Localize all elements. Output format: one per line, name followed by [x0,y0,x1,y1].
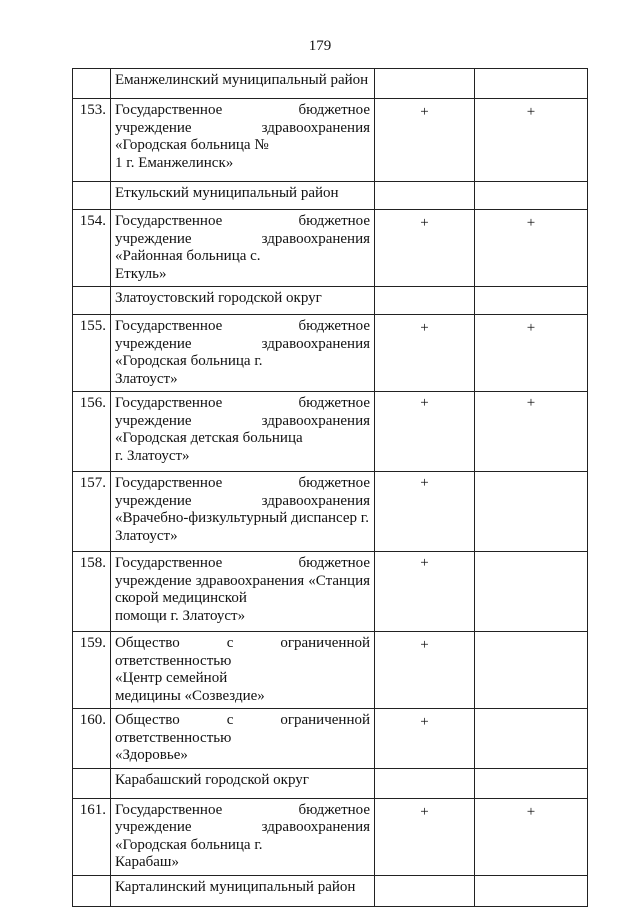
column-a-mark [375,768,475,798]
column-b-mark: + [475,210,588,287]
organization-name [111,472,375,552]
entry-number: 160. [73,709,111,769]
entry-number: 157. [73,472,111,552]
name-line: Государственное бюджетное учреждение здравоохранения «Городская детская больница [115,395,370,446]
column-a-mark: + [375,392,475,472]
name-line: медицины «Созвездие» [115,687,265,704]
organization-name [111,798,375,875]
region-row [73,768,588,798]
name-line: Государственное бюджетное учреждение здравоохранения «Городская больница г. [115,318,370,369]
column-a-mark: + [375,709,475,769]
name-line: Еткуль» [115,265,167,282]
table-row [73,315,588,392]
entry-number: 161. [73,798,111,875]
region-row [73,875,588,906]
table-row [73,99,588,182]
organization-name [111,632,375,709]
entry-number: 159. [73,632,111,709]
column-a-mark: + [375,472,475,552]
entry-number [73,875,111,906]
region-name: Еткульский муниципальный район [111,182,375,210]
name-line: «Центр семейной [115,670,228,686]
name-line: помощи г. Златоуст» [115,607,246,624]
column-b-mark: + [475,99,588,182]
table-row [73,552,588,632]
column-a-mark: + [375,632,475,709]
name-line: Государственное бюджетное учреждение здравоохранения «Городская больница г. [115,801,370,853]
name-line: «Здоровье» [115,747,188,763]
entry-number [73,768,111,798]
entry-number: 156. [73,392,111,472]
page-number: 179 [308,38,332,54]
entry-number [73,287,111,315]
column-b-mark [475,472,588,552]
name-line: Государственное бюджетное учреждение здравоохранения «Станция скорой медицинской [115,555,370,606]
table-row [73,472,588,552]
entry-number [73,69,111,99]
name-line: г. Златоуст» [115,447,190,464]
column-b-mark: + [475,392,588,472]
name-line: Общество с ограниченной ответственностью [115,635,370,669]
column-b-mark [475,875,588,906]
region-row [73,287,588,315]
name-line: Златоуст» [115,527,178,544]
table-row [73,392,588,472]
name-line: Общество с ограниченной ответственностью [115,712,370,746]
organization-name [111,99,375,182]
column-b-mark [475,709,588,769]
region-name: Карабашский городской округ [111,768,375,798]
column-a-mark: + [375,552,475,632]
table-row [73,709,588,769]
column-b-mark: + [475,798,588,875]
region-name: Карталинский муниципальный район [111,875,375,906]
organization-name [111,210,375,287]
column-b-mark [475,69,588,99]
table-row [73,210,588,287]
column-a-mark: + [375,798,475,875]
region-name: Еманжелинский муниципальный район [111,69,375,99]
column-b-mark: + [475,315,588,392]
entry-number: 155. [73,315,111,392]
column-b-mark [475,287,588,315]
organization-name [111,315,375,392]
column-a-mark [375,182,475,210]
table-row [73,798,588,875]
name-line: Государственное бюджетное учреждение здравоохранения «Районная больница с. [115,213,370,264]
entry-number: 154. [73,210,111,287]
column-b-mark [475,552,588,632]
organization-name [111,392,375,472]
name-line: Златоуст» [115,370,178,387]
column-a-mark [375,287,475,315]
entry-number: 153. [73,99,111,182]
column-a-mark: + [375,210,475,287]
region-row [73,69,588,99]
name-line: 1 г. Еманжелинск» [115,154,234,171]
region-name: Златоустовский городской округ [111,287,375,315]
column-a-mark [375,875,475,906]
column-b-mark [475,768,588,798]
entry-number: 158. [73,552,111,632]
name-line: Карабаш» [115,854,179,870]
organization-name [111,552,375,632]
organization-name [111,709,375,769]
column-b-mark [475,632,588,709]
column-a-mark: + [375,315,475,392]
column-a-mark [375,69,475,99]
name-line: Государственное бюджетное учреждение здравоохранения «Городская больница № [115,102,370,153]
name-line: Государственное бюджетное учреждение здравоохранения «Врачебно-физкультурный диспансер г. [115,475,370,526]
column-a-mark: + [375,99,475,182]
region-row [73,182,588,210]
column-b-mark [475,182,588,210]
medical-organizations-table [72,68,588,907]
table-row [73,632,588,709]
entry-number [73,182,111,210]
